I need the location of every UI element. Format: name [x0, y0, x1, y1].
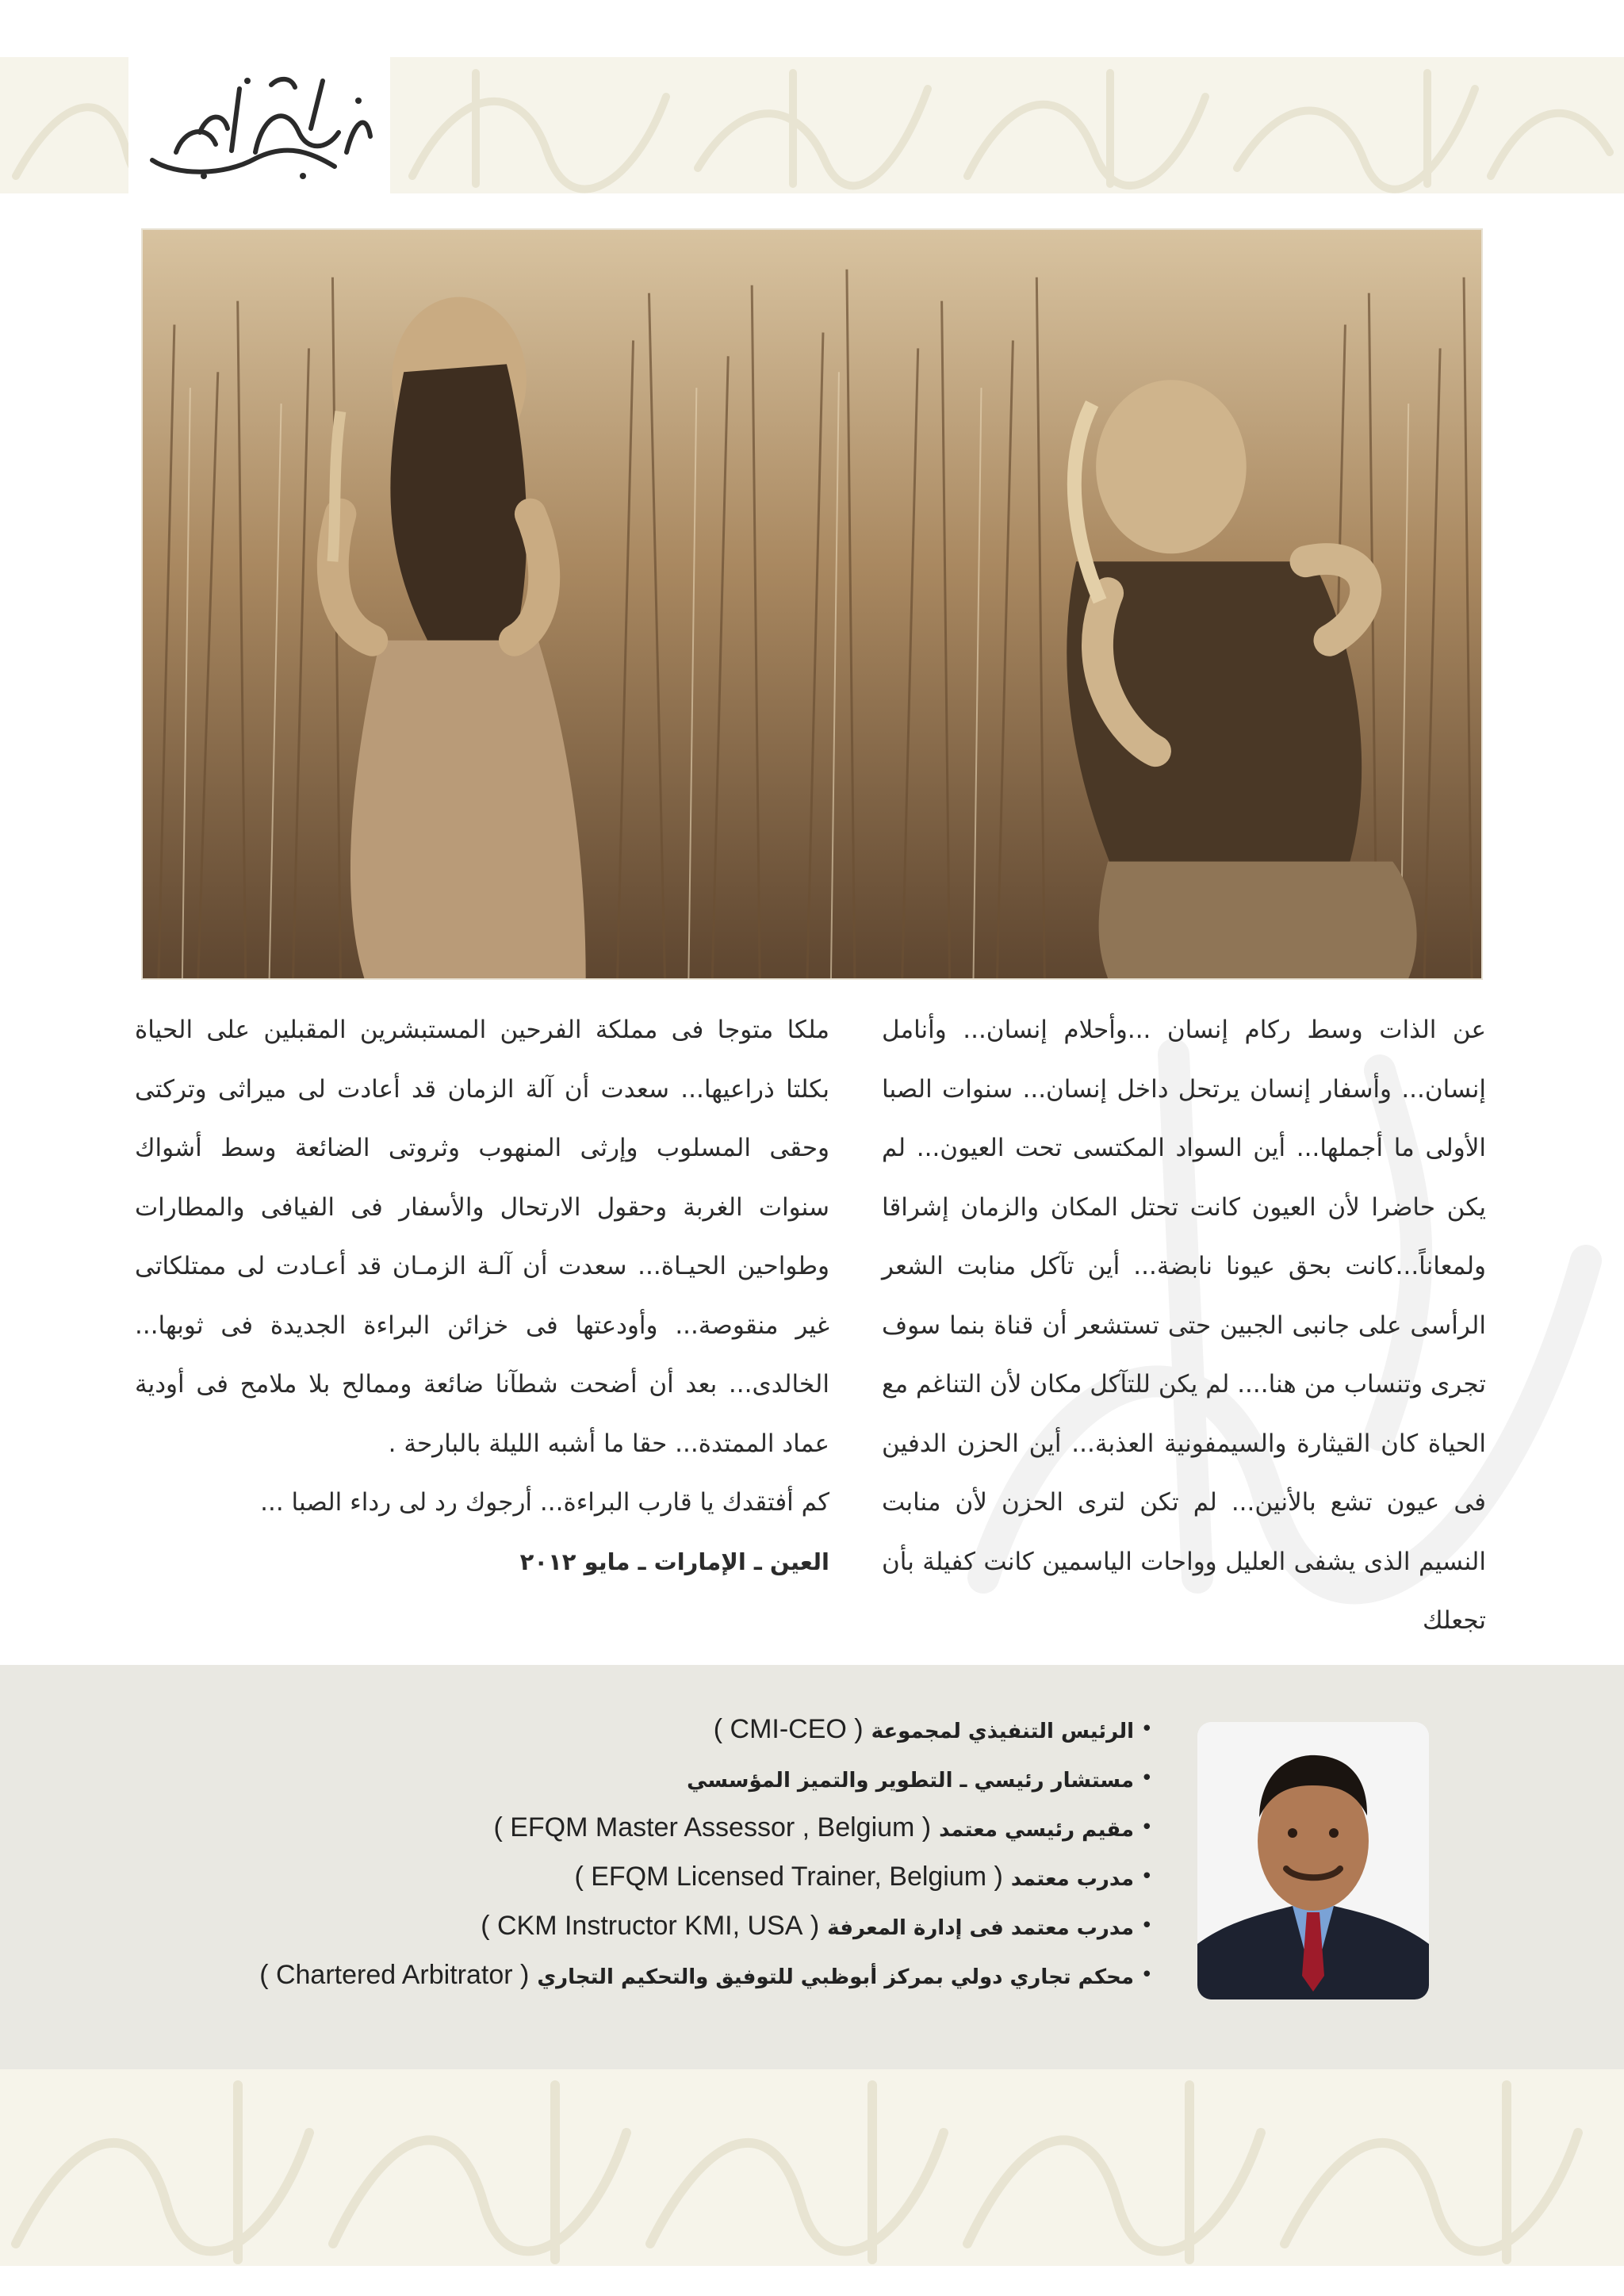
credential-item: • مدرب معتمد( EFQM Licensed Trainer, Belgium ) — [198, 1852, 1134, 1901]
calligraphy-pattern-bottom — [0, 2069, 1624, 2266]
credential-item: • مدرب معتمد فى إدارة المعرفة( CKM Instructor KMI, USA ) — [198, 1901, 1134, 1950]
bullet-icon: • — [1140, 1816, 1153, 1839]
article-paragraph: عن الذات وسط ركام إنسان ...وأحلام إنسان... وأنامل إنسان... وأسفار إنسان يرتحل داخل إنسان... سنوات الصبا الأولى ما أجملها... أين السواد المكتسى تحت العيون... لم يكن حاضرا لأن العيون كانت تحتل المكان والزمان إشراقا ولمعاناً...كانت بحق عيونا نابضة... أين تآكل منابت الشعر الرأسى على جانبى الجبين حتى تستشعر أن قناة بنما سوف تجرى وتنساب من هنا.... لم يكن للتآكل مكان لأن التناغم مع الحياة كان القيثارة والسيمفونية العذبة... أين الحزن الدفين فى عيون تشع بالأنين... لم تكن لترى الحزن لأن منابت النسيم الذى يشفى العليل وواحات الياسمين كانت كفيلة بأن تجعلك — [882, 1016, 1486, 1635]
calligraphy-logo — [128, 57, 390, 193]
logo — [128, 57, 390, 193]
bullet-icon: • — [1140, 1963, 1153, 1987]
sepia-photo-two-girls-in-grass — [143, 230, 1481, 978]
bullet-icon: • — [1140, 1717, 1153, 1741]
footer-band — [0, 2069, 1624, 2266]
article-column-right — [882, 1001, 1486, 1651]
bullet-icon: • — [1140, 1766, 1153, 1790]
article-photo — [141, 228, 1483, 980]
author-credentials-list — [198, 1705, 1153, 1999]
bullet-icon: • — [1140, 1914, 1153, 1938]
article-signoff: العين ـ الإمارات ـ مايو ٢٠١٢ — [519, 1548, 829, 1575]
credential-item: • محكم تجاري دولي بمركز أبوظبي للتوفيق والتحكيم التجاري( Chartered Arbitrator ) — [198, 1950, 1134, 1999]
article-closing-line: كم أفتقدك يا قارب البراءة... أرجوك رد لى رداء الصبا ... — [260, 1488, 829, 1517]
author-portrait — [1197, 1722, 1429, 1999]
credential-item: • مقيم رئيسي معتمد( EFQM Master Assessor , Belgium ) — [198, 1803, 1134, 1852]
credential-item: • مستشار رئيسي ـ التطوير والتميز المؤسسي — [198, 1754, 1134, 1803]
article-column-left — [135, 1001, 829, 1591]
portrait-image — [1197, 1722, 1429, 1999]
bullet-icon: • — [1140, 1865, 1153, 1888]
credential-item: • الرئيس التنفيذي لمجموعة( CMI-CEO ) — [198, 1705, 1134, 1754]
article-paragraph: ملكا متوجا فى مملكة الفرحين المستبشرين المقبلين على الحياة بكلتا ذراعيها... سعدت أن آلة الزمان قد أعادت لى ميراثى وتركتى وحقى المسلوب وإرثى المنهوب وثروتى الضائعة وسط أشواك سنوات الغربة وحقول الارتحال والأسفار فى الفيافى والمطارات وطواحين الحيـاة... سعدت أن آلـة الزمـان قد أعـادت لى ممتلكاتى غير منقوصة... وأودعتها فى خزائن البراءة الجديدة فى ثوبها... الخالدى... بعد أن أضحت شطآنا ضائعة وممالح بلا ملامح فى أودية عماد الممتدة... حقا ما أشبه الليلة بالبارحة . — [135, 1016, 829, 1458]
